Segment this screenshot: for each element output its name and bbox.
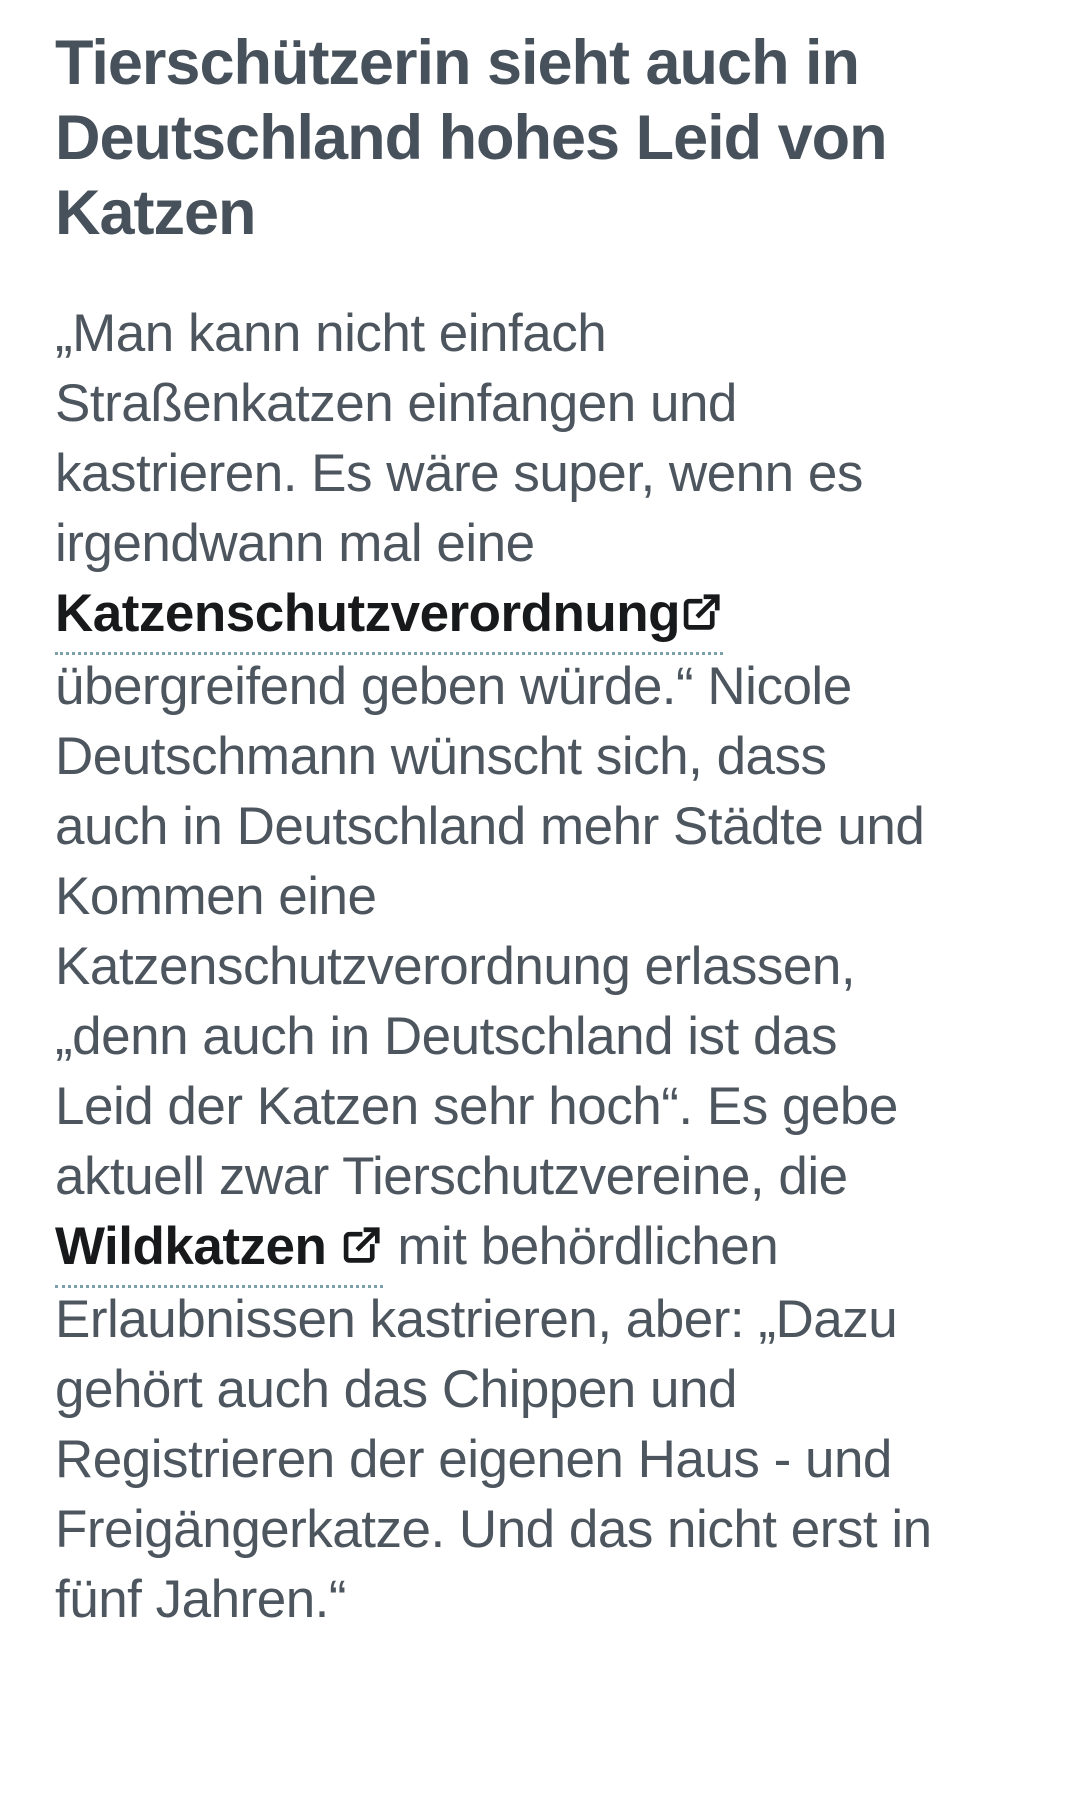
paragraph-line: irgendwann mal eine bbox=[55, 514, 535, 573]
link-katzenschutzverordnung[interactable] bbox=[55, 584, 723, 655]
paragraph-line: Freigängerkatze. Und das nicht erst in bbox=[55, 1500, 932, 1559]
article-paragraph bbox=[55, 299, 1025, 1635]
paragraph-line: gehört auch das Chippen und bbox=[55, 1360, 737, 1419]
paragraph-line bbox=[55, 1212, 1025, 1285]
paragraph-line: „Man kann nicht einfach bbox=[55, 304, 607, 363]
external-link-icon bbox=[340, 1215, 383, 1285]
paragraph-line: Kommen eine bbox=[55, 867, 377, 926]
paragraph-line: übergreifend geben würde.“ Nicole bbox=[55, 657, 852, 716]
link-wildkatzen[interactable] bbox=[55, 1217, 383, 1288]
paragraph-line: „denn auch in Deutschland ist das bbox=[55, 1007, 837, 1066]
paragraph-line bbox=[55, 579, 1025, 652]
title-line: Tierschützerin sieht auch in bbox=[55, 28, 860, 98]
paragraph-line: aktuell zwar Tierschutzvereine, die bbox=[55, 1147, 848, 1206]
article-title bbox=[55, 26, 1025, 251]
link-text: Katzenschutzverordnung bbox=[55, 584, 681, 643]
paragraph-line: auch in Deutschland mehr Städte und bbox=[55, 797, 925, 856]
paragraph-line: Deutschmann wünscht sich, dass bbox=[55, 727, 827, 786]
paragraph-line: Leid der Katzen sehr hoch“. Es gebe bbox=[55, 1077, 898, 1136]
paragraph-line: kastrieren. Es wäre super, wenn es bbox=[55, 444, 863, 503]
title-line: Katzen bbox=[55, 178, 256, 248]
external-link-icon bbox=[680, 582, 723, 652]
title-line: Deutschland hohes Leid von bbox=[55, 103, 887, 173]
paragraph-line: Katzenschutzverordnung erlassen, bbox=[55, 937, 856, 996]
paragraph-line: Registrieren der eigenen Haus - und bbox=[55, 1430, 892, 1489]
text-after-link: mit behördlichen bbox=[397, 1217, 779, 1276]
link-text: Wildkatzen bbox=[55, 1217, 327, 1276]
paragraph-line: Straßenkatzen einfangen und bbox=[55, 374, 737, 433]
paragraph-line: Erlaubnissen kastrieren, aber: „Dazu bbox=[55, 1290, 898, 1349]
paragraph-line: fünf Jahren.“ bbox=[55, 1570, 347, 1629]
